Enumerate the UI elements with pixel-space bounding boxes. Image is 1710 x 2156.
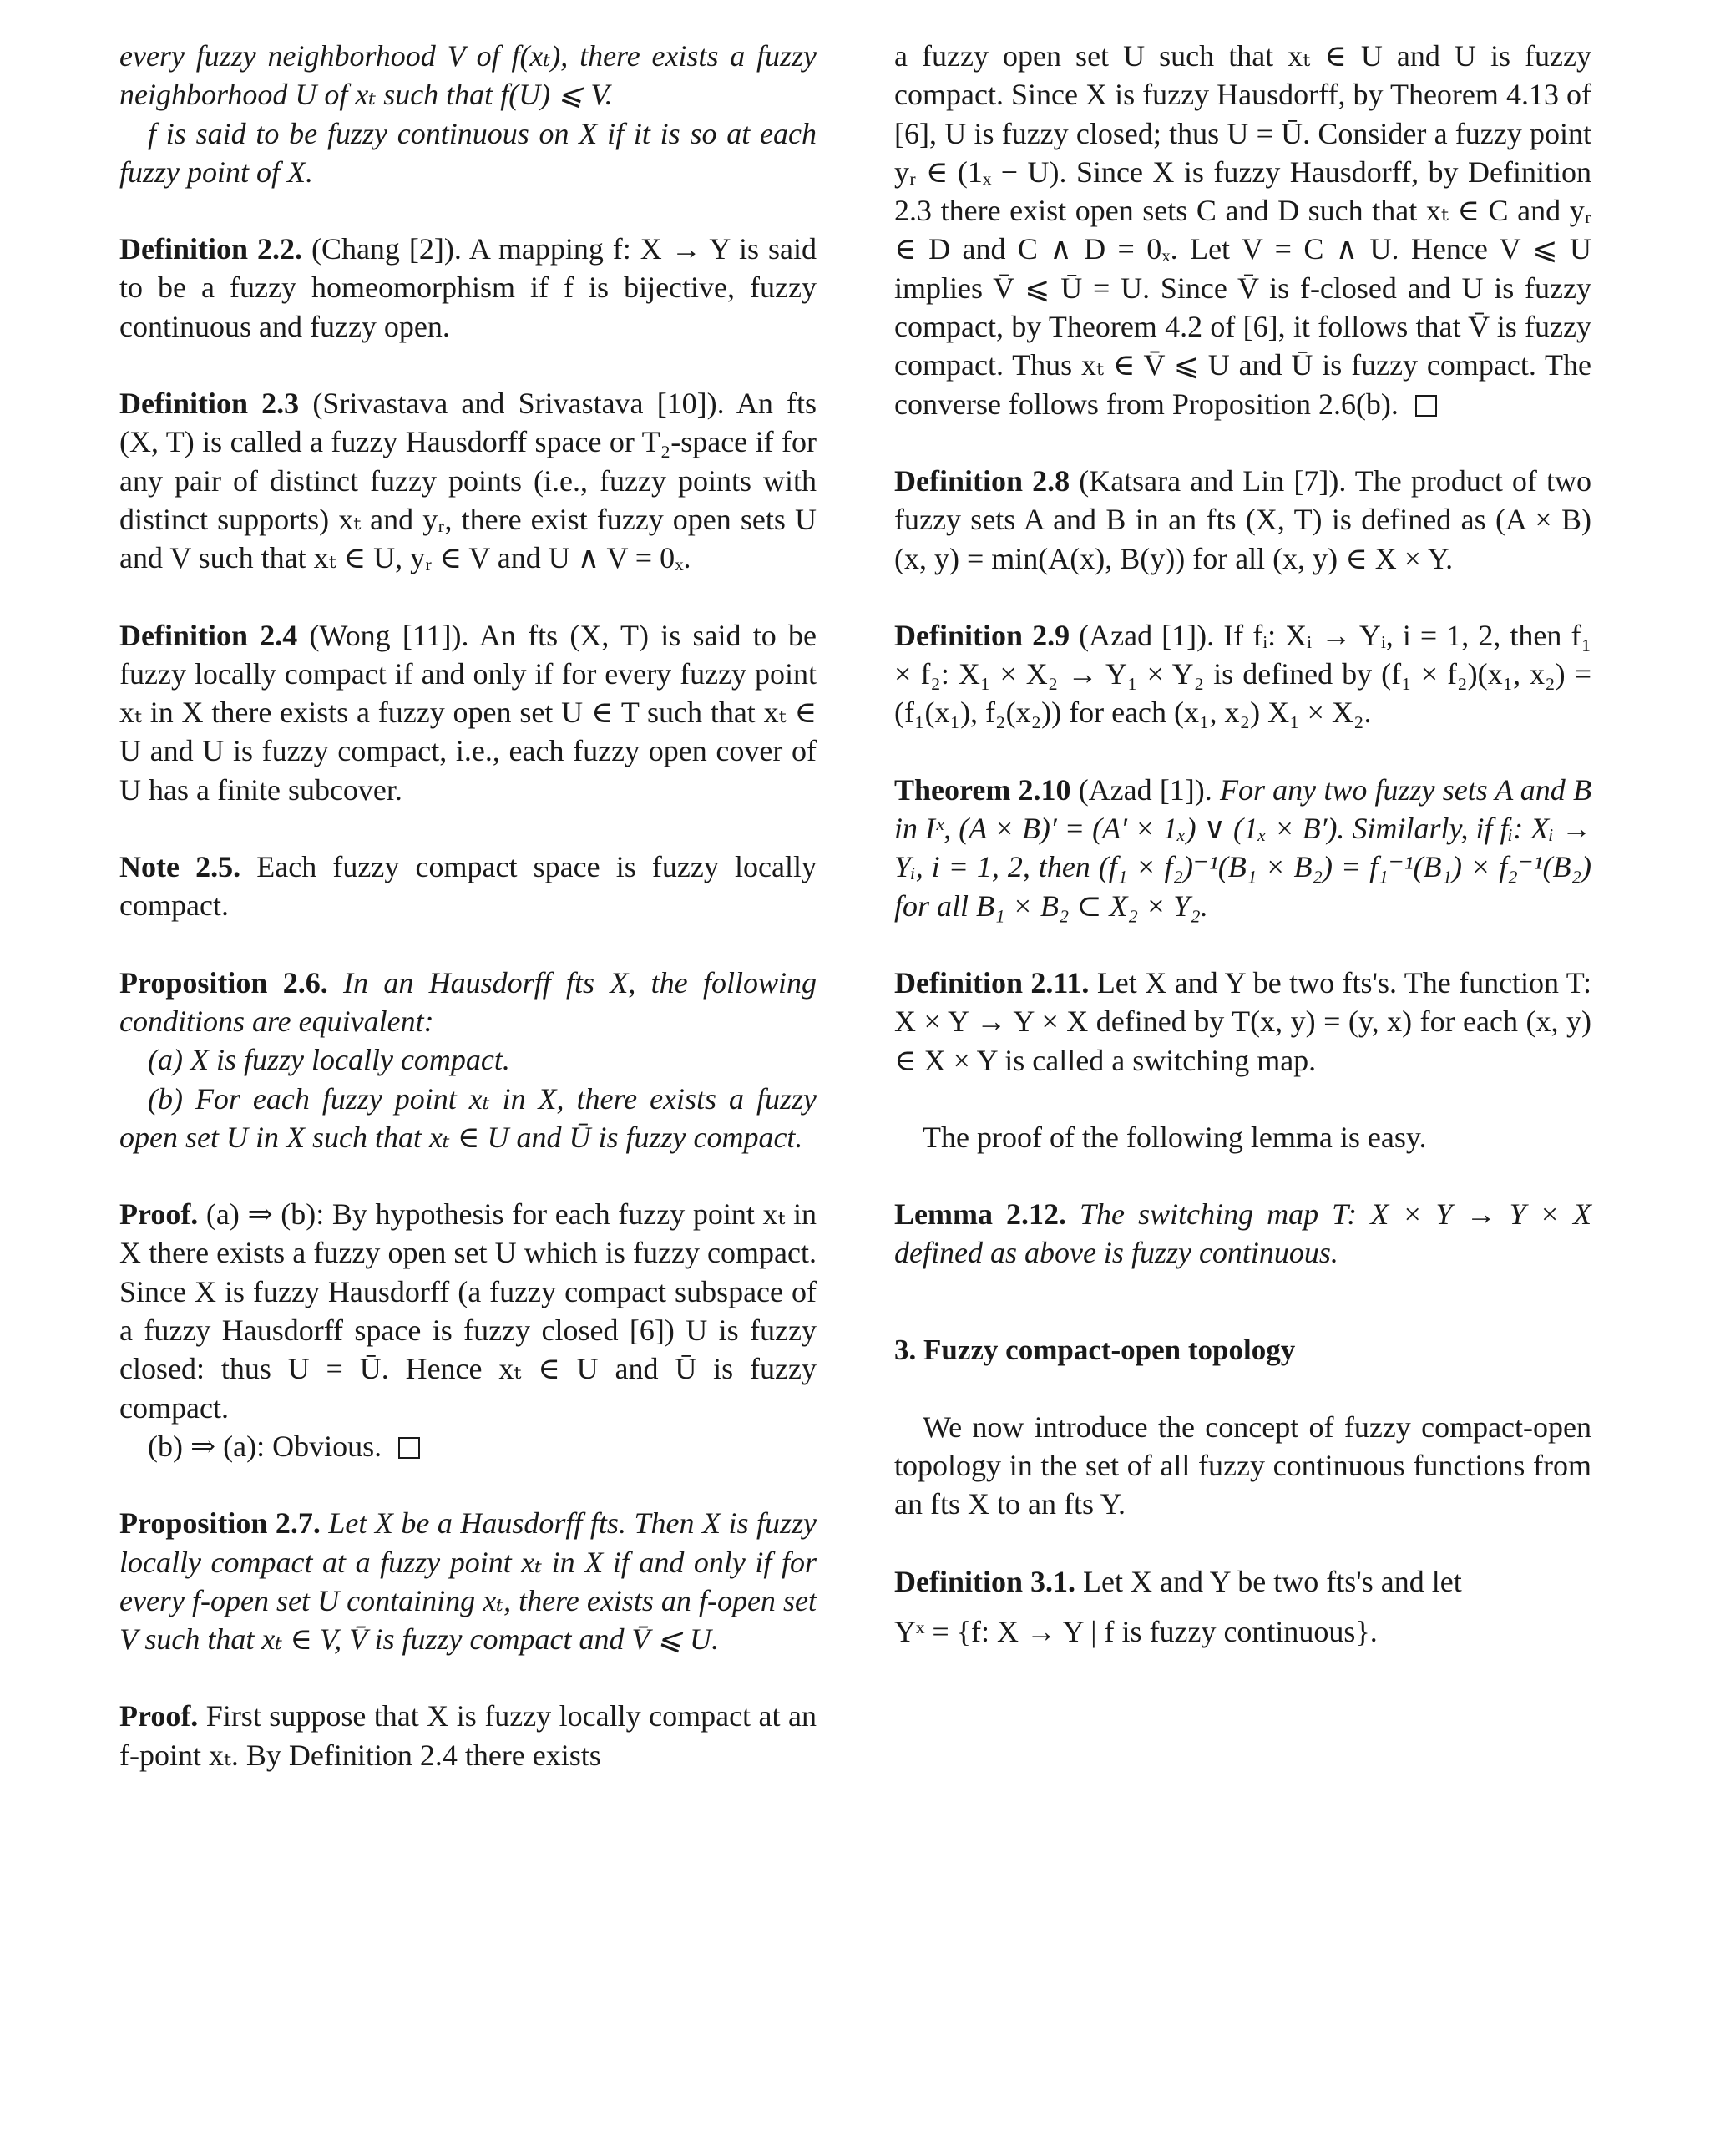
definition-2-4	[119, 616, 817, 809]
definition-2-4-text: (Wong [11]). An fts (X, T) is said to be fuzzy locally compact if and only if for every fuzzy point xₜ in X there exists a fuzzy open set U ∈ T such that xₜ ∈ U and U is fuzzy compact, i.e., each fuzzy open cover of U has a finite subcover.	[119, 618, 817, 807]
definition-2-4-label: Definition 2.4	[119, 618, 298, 652]
qed-box-icon	[398, 1437, 420, 1459]
note-2-5	[119, 848, 817, 925]
definition-2-11	[894, 964, 1591, 1080]
proof-2-7-label: Proof.	[119, 1699, 199, 1733]
proof-2-6-converse-text: (b) ⇒ (a): Obvious.	[148, 1429, 382, 1463]
left-column	[119, 37, 817, 1774]
proof-2-7-continued-text: a fuzzy open set U such that xₜ ∈ U and U is fuzzy compact. Since X is fuzzy Hausdorff, by Theorem 4.13 of [6], U is fuzzy closed; thus U = Ū. Consider a fuzzy point yᵣ ∈ (1ₓ − U). Since X is fuzzy Hausdorff, by Definition 2.3 there exist open sets C and D such that xₜ ∈ C and yᵣ ∈ D and C ∧ D = 0ₓ. Let V = C ∧ U. Hence V ⩽ U implies V̄ ⩽ Ū = U. Since V̄ is f-closed and U is fuzzy compact, by Theorem 4.2 of [6], it follows that V̄ is fuzzy compact. Thus xₜ ∈ V̄ ⩽ U and Ū is fuzzy compact. The converse follows from Proposition 2.6(b).	[894, 39, 1591, 421]
note-2-5-text: Each fuzzy compact space is fuzzy locally compact.	[119, 850, 817, 923]
paragraph-continuous-on-x: f is said to be fuzzy continuous on X if it is so at each fuzzy point of X.	[119, 116, 817, 189]
proposition-2-6-label: Proposition 2.6.	[119, 965, 328, 1000]
proposition-2-7-text: Let X be a Hausdorff fts. Then X is fuzzy locally compact at a fuzzy point xₜ in X if and only if for every f-open set U containing xₜ, there exists an f-open set V such that xₜ ∈ V, V̄ is fuzzy compact and V̄ ⩽ U.	[119, 1506, 817, 1657]
definition-2-9-text: (Azad [1]). If fᵢ: Xᵢ → Yᵢ, i = 1, 2, then f₁ × f₂: X₁ × X₂ → Y₁ × Y₂ is defined by (f₁ × f₂)(x₁, x₂) = (f₁(x₁), f₂(x₂)) for each (x₁, x₂) X₁ × X₂.	[894, 618, 1591, 730]
definition-2-9-label: Definition 2.9	[894, 618, 1070, 652]
proof-2-7-text: First suppose that X is fuzzy locally compact at an f-point xₜ. By Definition 2.4 there exists	[119, 1699, 817, 1772]
definition-3-1	[894, 1562, 1591, 1601]
proposition-2-6-text: In an Hausdorff fts X, the following conditions are equivalent:	[119, 965, 817, 1038]
lemma-2-12-label: Lemma 2.12.	[894, 1197, 1066, 1232]
lemma-2-12-text: The switching map T: X × Y → Y × X defined as above is fuzzy continuous.	[894, 1197, 1591, 1270]
proof-2-6	[119, 1195, 817, 1427]
definition-2-2-text: (Chang [2]). A mapping f: X → Y is said to be a fuzzy homeomorphism if f is bijective, fuzzy continuous and fuzzy open.	[119, 232, 817, 343]
proof-2-6-label: Proof.	[119, 1197, 199, 1232]
proposition-2-6-condition-a: (a) X is fuzzy locally compact.	[148, 1043, 510, 1077]
theorem-2-10-label: Theorem 2.10	[894, 772, 1071, 807]
lemma-2-12	[894, 1195, 1591, 1273]
definition-2-8-text: (Katsara and Lin [7]). The product of two fuzzy sets A and B in an fts (X, T) is defined as (A × B)(x, y) = min(A(x), B(y)) for all (x, y) ∈ X × Y.	[894, 463, 1591, 575]
qed-box-icon	[1415, 395, 1437, 417]
proposition-2-6	[119, 964, 817, 1041]
proposition-2-6-condition-b: (b) For each fuzzy point xₜ in X, there exists a fuzzy open set U in X such that xₜ ∈ U and Ū is fuzzy compact.	[119, 1081, 817, 1154]
proof-2-7-continued	[894, 37, 1591, 423]
proof-2-6-text: (a) ⇒ (b): By hypothesis for each fuzzy point xₜ in X there exists a fuzzy open set U which is fuzzy compact. Since X is fuzzy Hausdorff (a fuzzy compact subspace of a fuzzy Hausdorff space is fuzzy closed [6]) U is fuzzy closed: thus U = Ū. Hence xₜ ∈ U and Ū is fuzzy compact.	[119, 1197, 817, 1425]
definition-3-1-formula: Yˣ = {f: X → Y | f is fuzzy continuous}.	[894, 1614, 1378, 1648]
lemma-intro: The proof of the following lemma is easy.	[923, 1120, 1427, 1154]
proof-2-7	[119, 1697, 817, 1774]
proof-2-6-converse	[119, 1427, 817, 1465]
paragraph-continuity-definition: every fuzzy neighborhood V of f(xₜ), there exists a fuzzy neighborhood U of xₜ such that f(U) ⩽ V.	[119, 39, 817, 112]
definition-2-11-label: Definition 2.11.	[894, 965, 1090, 1000]
theorem-2-10-text: For any two fuzzy sets A and B in Iˣ, (A × B)′ = (A′ × 1ₓ) ∨ (1ₓ × B′). Similarly, if fᵢ: Xᵢ → Yᵢ, i = 1, 2, then (f₁ × f₂)⁻¹(B₁ × B₂) = f₁⁻¹(B₁) × f₂⁻¹(B₂) for all B₁ × B₂ ⊂ X₂ × Y₂.	[894, 772, 1591, 923]
definition-2-3-label: Definition 2.3	[119, 387, 300, 421]
proposition-2-7-label: Proposition 2.7.	[119, 1506, 321, 1541]
definition-2-9	[894, 616, 1591, 732]
section-3-heading: 3. Fuzzy compact-open topology	[894, 1333, 1296, 1366]
definition-2-8-label: Definition 2.8	[894, 463, 1070, 498]
theorem-2-10-source: (Azad [1]).	[1070, 772, 1212, 807]
definition-2-2-label: Definition 2.2.	[119, 232, 302, 266]
section-3-intro: We now introduce the concept of fuzzy compact-open topology in the set of all fuzzy continuous functions from an fts X to an fts Y.	[894, 1409, 1591, 1521]
definition-2-11-text: Let X and Y be two fts's. The function T: X × Y → Y × X defined by T(x, y) = (y, x) for each (x, y) ∈ X × Y is called a switching map.	[894, 965, 1591, 1077]
right-column	[894, 37, 1591, 1651]
theorem-2-10	[894, 771, 1591, 925]
definition-2-2	[119, 230, 817, 346]
note-2-5-label: Note 2.5.	[119, 850, 241, 884]
proposition-2-7	[119, 1504, 817, 1658]
definition-3-1-label: Definition 3.1.	[894, 1564, 1076, 1598]
definition-2-3-text: (Srivastava and Srivastava [10]). An fts (X, T) is called a fuzzy Hausdorff space or T₂-space if for any pair of distinct fuzzy points (i.e., fuzzy points with distinct supports) xₜ and yᵣ, there exist fuzzy open sets U and V such that xₜ ∈ U, yᵣ ∈ V and U ∧ V = 0ₓ.	[119, 387, 817, 575]
definition-2-8	[894, 462, 1591, 578]
definition-2-3	[119, 384, 817, 577]
definition-3-1-text: Let X and Y be two fts's and let	[1075, 1564, 1462, 1598]
